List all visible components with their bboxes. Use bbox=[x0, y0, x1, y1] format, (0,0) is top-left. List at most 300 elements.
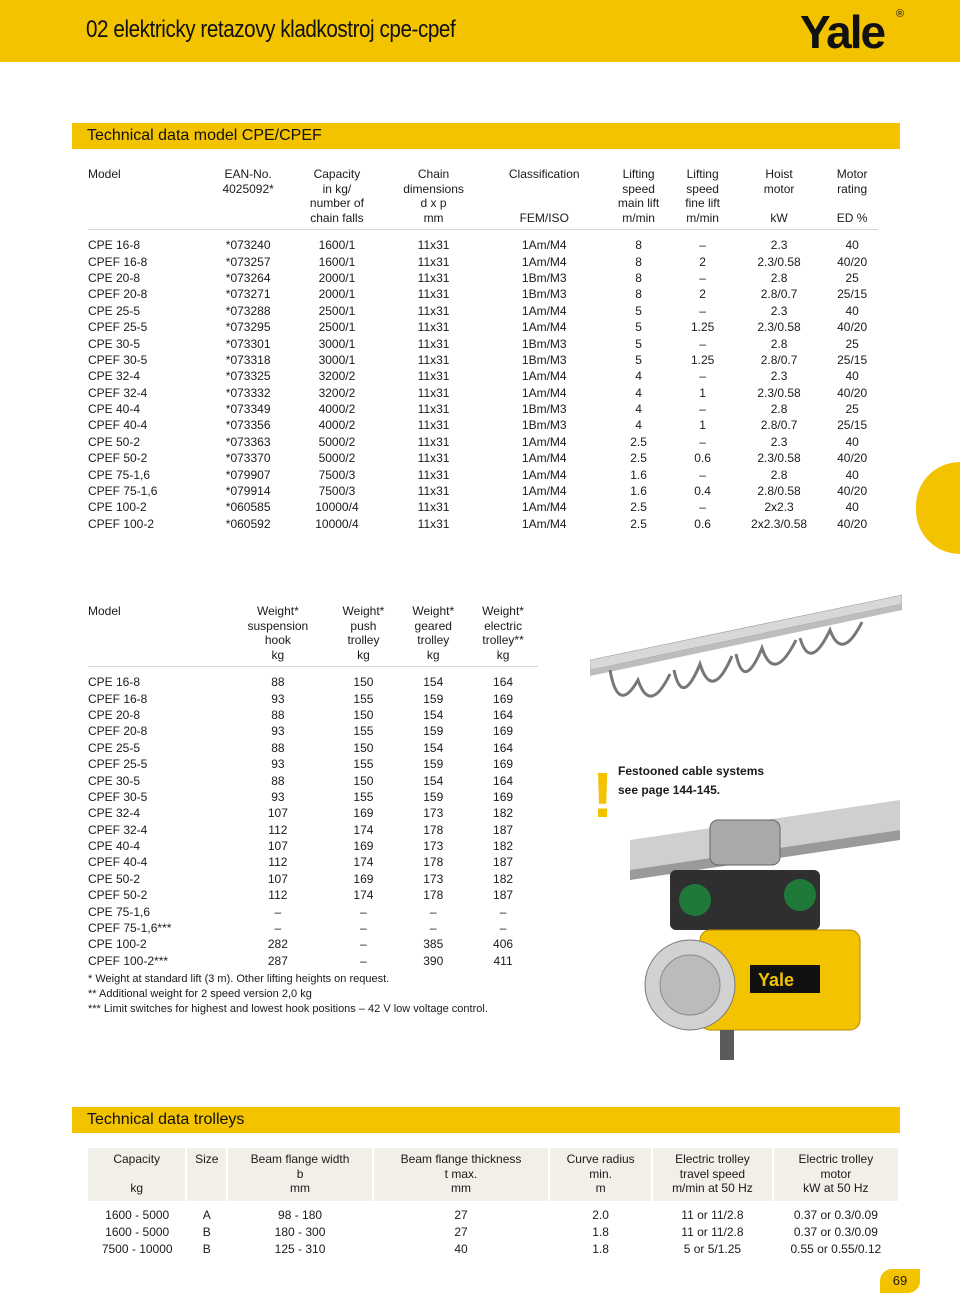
cpe-cell: 1Bm/M3 bbox=[521, 270, 567, 285]
cpe-header-line: 4025092* bbox=[222, 181, 274, 196]
cpe-cell: *073349 bbox=[225, 402, 271, 417]
cpe-cell: 4000/2 bbox=[318, 402, 356, 417]
cpe-cell: *060585 bbox=[225, 500, 271, 515]
weights-cell: 107 bbox=[267, 806, 288, 821]
cpe-cell: CPEF 30-5 bbox=[88, 352, 148, 367]
cpe-cell: 1Am/M4 bbox=[521, 320, 567, 335]
weights-header-line: geared bbox=[414, 618, 452, 633]
weights-header-line: kg bbox=[426, 647, 440, 662]
cpe-row bbox=[88, 483, 878, 499]
header-bar bbox=[0, 0, 960, 62]
trolleys-row bbox=[88, 1224, 899, 1241]
cpe-header-col-2 bbox=[291, 167, 382, 230]
weights-cell: CPE 75-1,6 bbox=[88, 904, 151, 919]
trolleys-cell: A bbox=[202, 1208, 211, 1222]
cpe-cell: – bbox=[699, 238, 706, 253]
cpe-cell: 11x31 bbox=[417, 287, 450, 302]
trolleys-cell: 5 or 5/1.25 bbox=[683, 1242, 742, 1256]
cpe-cell: *079914 bbox=[225, 484, 271, 499]
trolleys-header-line: Size bbox=[195, 1152, 219, 1166]
trolleys-cell: 7500 - 10000 bbox=[101, 1242, 173, 1256]
weights-cell: – bbox=[360, 953, 367, 968]
cpe-cell: CPE 16-8 bbox=[88, 238, 141, 253]
cpe-header-col-0 bbox=[88, 167, 205, 230]
weights-header-line: trolley** bbox=[482, 633, 524, 647]
cpe-header-line: main lift bbox=[617, 196, 660, 210]
cpe-cell: 11x31 bbox=[417, 270, 450, 285]
cpe-cell: 0.6 bbox=[694, 516, 711, 531]
trolleys-header-line: m bbox=[595, 1181, 606, 1195]
cpe-cell: 40 bbox=[845, 303, 859, 318]
cpe-cell: *073301 bbox=[225, 336, 271, 351]
weights-cell: 164 bbox=[493, 707, 514, 722]
weights-cell: 154 bbox=[423, 707, 444, 722]
weights-cell: 88 bbox=[271, 740, 285, 755]
weights-cell: 112 bbox=[268, 888, 288, 903]
footnote-2: ** Additional weight for 2 speed version 2,0 kg bbox=[88, 988, 312, 1000]
weights-cell: 182 bbox=[493, 839, 514, 854]
cpe-cell: 40/20 bbox=[837, 484, 868, 499]
weights-cell: 182 bbox=[493, 871, 514, 886]
cpe-cell: 25/15 bbox=[837, 418, 868, 433]
weights-cell: 287 bbox=[267, 953, 288, 968]
weights-cell: 282 bbox=[267, 937, 288, 952]
cpe-cell: 2.3/0.58 bbox=[757, 254, 801, 269]
cpe-cell: 1.25 bbox=[690, 320, 715, 335]
weights-cell: 150 bbox=[353, 773, 374, 788]
weights-row bbox=[88, 920, 538, 936]
trolleys-header-col-2 bbox=[227, 1148, 373, 1201]
cpe-row bbox=[88, 368, 878, 384]
weights-cell: CPE 30-5 bbox=[88, 773, 141, 788]
weights-cell: 187 bbox=[493, 888, 514, 903]
weights-cell: 406 bbox=[493, 937, 514, 952]
trolleys-cell: 1.8 bbox=[592, 1242, 609, 1256]
weights-header-line: push bbox=[350, 618, 377, 633]
cpe-header-col-6 bbox=[673, 167, 731, 230]
cpe-cell: 1Bm/M3 bbox=[521, 287, 567, 302]
cpe-cell: CPE 75-1,6 bbox=[88, 467, 151, 482]
trolleys-header-line: m/min at 50 Hz bbox=[672, 1181, 753, 1195]
weights-cell: CPEF 40-4 bbox=[88, 855, 148, 870]
weights-cell: 169 bbox=[493, 757, 514, 772]
cpe-cell: 2.8/0.7 bbox=[760, 418, 798, 433]
cpe-cell: 1Am/M4 bbox=[521, 516, 567, 531]
cpe-cell: 40/20 bbox=[837, 451, 868, 466]
weights-row bbox=[88, 772, 538, 788]
cpe-header-line: chain falls bbox=[310, 210, 364, 225]
weights-cell: 173 bbox=[423, 871, 444, 886]
cpe-cell: CPE 40-4 bbox=[88, 402, 141, 417]
section-bar-trolleys bbox=[72, 1107, 900, 1133]
cpe-header-line: mm bbox=[423, 210, 444, 225]
trolleys-header-line: Capacity bbox=[113, 1152, 161, 1166]
weights-cell: 182 bbox=[493, 806, 514, 821]
trolleys-header-line bbox=[90, 1167, 183, 1182]
weights-cell: 169 bbox=[493, 789, 514, 804]
cpe-cell: *073332 bbox=[225, 385, 271, 400]
weights-header-line: kg bbox=[357, 647, 370, 662]
weights-row bbox=[88, 789, 538, 805]
weights-cell: 169 bbox=[353, 871, 374, 886]
cpe-header-line: Lifting bbox=[686, 167, 719, 181]
weights-cell: 164 bbox=[493, 740, 514, 755]
cpe-cell: 2500/1 bbox=[318, 320, 356, 335]
weights-cell: 107 bbox=[267, 871, 288, 886]
weights-row bbox=[88, 756, 538, 772]
weights-cell: – bbox=[429, 904, 437, 919]
cpe-cell: 2.8 bbox=[770, 467, 788, 482]
trolleys-header-line: travel speed bbox=[679, 1166, 746, 1181]
cpe-cell: 3000/1 bbox=[318, 336, 356, 351]
section-bar-cpe bbox=[72, 123, 900, 149]
cpe-cell: 0.4 bbox=[694, 484, 711, 499]
weights-cell: 93 bbox=[271, 724, 285, 739]
cpe-cell: 2 bbox=[699, 287, 706, 302]
cpe-header-line: dimensions bbox=[403, 181, 464, 196]
cpe-header-line bbox=[826, 196, 878, 211]
weights-cell: 174 bbox=[353, 822, 374, 837]
cpe-cell: 40/20 bbox=[837, 254, 868, 269]
cpe-cell: 3200/2 bbox=[318, 369, 356, 384]
weights-cell: 164 bbox=[493, 773, 514, 788]
cpe-cell: 2.3 bbox=[770, 369, 788, 384]
cpe-row bbox=[88, 385, 878, 401]
cpe-cell: 11x31 bbox=[417, 434, 450, 449]
cpe-cell: 5 bbox=[635, 352, 642, 367]
side-tab-decoration bbox=[916, 462, 960, 554]
cpe-header-line: in kg/ bbox=[322, 181, 352, 196]
cpe-header-col-8 bbox=[826, 167, 878, 230]
weights-cell: 159 bbox=[423, 691, 444, 706]
weights-cell: CPE 25-5 bbox=[88, 740, 141, 755]
cpe-header-line: m/min bbox=[686, 210, 719, 225]
weights-row bbox=[88, 887, 538, 903]
cpe-cell: 2.5 bbox=[630, 500, 647, 515]
cpe-cell: 1Bm/M3 bbox=[521, 352, 567, 367]
cpe-cell: CPE 100-2 bbox=[88, 500, 147, 515]
cpe-cell: 3000/1 bbox=[318, 352, 356, 367]
cpe-cell: 8 bbox=[635, 238, 642, 253]
cpe-row bbox=[88, 450, 878, 466]
cpe-cell: 11x31 bbox=[417, 451, 450, 466]
cpe-header-line: Hoist bbox=[765, 167, 793, 181]
cpe-cell: 4000/2 bbox=[318, 418, 356, 433]
cpe-row bbox=[88, 499, 878, 515]
trolleys-header-line: mm bbox=[451, 1181, 472, 1195]
cpe-row bbox=[88, 417, 878, 433]
cpe-cell: 2000/1 bbox=[318, 270, 356, 285]
weights-cell: 88 bbox=[271, 675, 285, 690]
weights-table bbox=[88, 604, 538, 969]
trolleys-header-line: t max. bbox=[444, 1166, 478, 1181]
cpe-cell: 1Am/M4 bbox=[521, 303, 567, 318]
weights-cell: 155 bbox=[353, 691, 374, 706]
weights-cell: CPEF 75-1,6*** bbox=[88, 921, 172, 936]
cpe-cell: 2.8/0.7 bbox=[760, 287, 798, 302]
cpe-cell: 8 bbox=[635, 270, 642, 285]
weights-header-col-0 bbox=[88, 604, 227, 667]
section-title-trolleys: Technical data trolleys bbox=[87, 1111, 245, 1128]
weights-cell: 155 bbox=[353, 789, 374, 804]
cpe-row bbox=[88, 516, 878, 532]
trolleys-header-col-6 bbox=[773, 1148, 899, 1201]
cpe-cell: 40 bbox=[845, 500, 859, 515]
cpe-cell: 2.5 bbox=[630, 434, 647, 449]
cpe-cell: 0.6 bbox=[694, 451, 711, 466]
cpe-row bbox=[88, 270, 878, 286]
weights-row bbox=[88, 740, 538, 756]
cpe-cell: 1Bm/M3 bbox=[521, 418, 567, 433]
cpe-cell: 1Am/M4 bbox=[521, 254, 567, 269]
weights-header-col-1 bbox=[227, 604, 328, 667]
cpe-cell: 2000/1 bbox=[318, 287, 356, 302]
cpe-cell: CPE 30-5 bbox=[88, 336, 141, 351]
cpe-cell: *073325 bbox=[225, 369, 271, 384]
cpe-cell: – bbox=[699, 434, 706, 449]
cpe-cell: 25 bbox=[845, 402, 859, 417]
weights-cell: 112 bbox=[268, 822, 288, 837]
weights-cell: 159 bbox=[423, 789, 444, 804]
cpe-header-col-1 bbox=[205, 167, 292, 230]
cpe-cell: – bbox=[699, 467, 706, 482]
cpe-cell: CPE 32-4 bbox=[88, 369, 141, 384]
cpe-cell: 2.5 bbox=[630, 516, 647, 531]
cpe-cell: 10000/4 bbox=[315, 500, 359, 515]
weights-cell: – bbox=[274, 921, 282, 936]
logo-text: Yale bbox=[800, 6, 885, 58]
trolleys-cell: 27 bbox=[454, 1225, 468, 1239]
weights-cell: – bbox=[274, 904, 282, 919]
weights-row bbox=[88, 838, 538, 854]
weights-cell: 93 bbox=[271, 691, 285, 706]
weights-cell: 178 bbox=[423, 855, 444, 870]
cpe-header-line: number of bbox=[309, 196, 364, 210]
cpe-cell: 1Am/M4 bbox=[521, 369, 567, 384]
trolleys-header-line: mm bbox=[290, 1181, 311, 1195]
weights-cell: 150 bbox=[353, 707, 374, 722]
weights-cell: 155 bbox=[353, 724, 374, 739]
cpe-cell: *073257 bbox=[225, 254, 271, 269]
trolleys-header-line: Curve radius bbox=[566, 1152, 635, 1166]
weights-cell: CPEF 30-5 bbox=[88, 789, 148, 804]
cpe-cell: 1.6 bbox=[630, 484, 647, 499]
weights-header-line: Weight* bbox=[256, 604, 299, 618]
cpe-cell: 2.3/0.58 bbox=[757, 385, 801, 400]
cpe-cell: 8 bbox=[635, 287, 642, 302]
cpe-cell: 11x31 bbox=[417, 385, 450, 400]
cpe-cell: *060592 bbox=[225, 516, 271, 531]
cpe-cell: CPEF 75-1,6 bbox=[88, 484, 158, 499]
cpe-header-line bbox=[205, 211, 292, 226]
cpe-cell: 5 bbox=[635, 336, 642, 351]
cpe-cell: 1.25 bbox=[690, 352, 715, 367]
cpe-header-line: d x p bbox=[420, 196, 447, 210]
weights-row bbox=[88, 723, 538, 739]
cpe-cell: 7500/3 bbox=[318, 484, 356, 499]
cpe-cell: CPEF 25-5 bbox=[88, 320, 148, 335]
weights-cell: CPEF 100-2*** bbox=[88, 953, 169, 968]
weights-cell: 150 bbox=[353, 675, 374, 690]
cpe-header-line: m/min bbox=[622, 210, 655, 225]
cpe-cell: *073264 bbox=[225, 270, 271, 285]
cpe-cell: 2.3 bbox=[770, 434, 788, 449]
cpe-technical-table bbox=[88, 167, 878, 532]
cpe-cell: 40/20 bbox=[837, 320, 868, 335]
trolleys-cell: 2.0 bbox=[592, 1208, 609, 1222]
trolleys-header-line: motor bbox=[820, 1166, 852, 1181]
cpe-cell: 11x31 bbox=[417, 418, 450, 433]
cpe-cell: 2.8 bbox=[770, 402, 788, 417]
weights-header-line: suspension bbox=[247, 618, 309, 633]
cpe-header-line: ED % bbox=[836, 210, 868, 225]
weights-row bbox=[88, 871, 538, 887]
weights-cell: 169 bbox=[493, 724, 514, 739]
cpe-row bbox=[88, 319, 878, 335]
cpe-cell: 1600/1 bbox=[318, 238, 356, 253]
cpe-cell: 1600/1 bbox=[318, 254, 356, 269]
cpe-cell: 1 bbox=[699, 385, 706, 400]
cpe-cell: 2.3/0.58 bbox=[757, 320, 801, 335]
weights-cell: 93 bbox=[271, 789, 285, 804]
cpe-header-line bbox=[205, 196, 292, 211]
yale-logo bbox=[800, 4, 910, 60]
weights-row bbox=[88, 690, 538, 706]
cpe-cell: *073271 bbox=[225, 287, 271, 302]
svg-text:Yale: Yale bbox=[758, 970, 795, 990]
cpe-row bbox=[88, 335, 878, 351]
weights-row bbox=[88, 822, 538, 838]
weights-cell: 112 bbox=[268, 855, 288, 870]
weights-cell: 159 bbox=[423, 757, 444, 772]
weights-cell: 411 bbox=[493, 953, 513, 968]
weights-cell: 173 bbox=[423, 839, 444, 854]
trolleys-cell: 180 - 300 bbox=[274, 1225, 326, 1239]
cpe-cell: 2.3 bbox=[770, 238, 788, 253]
cpe-cell: 25/15 bbox=[837, 287, 868, 302]
cpe-header-line: speed bbox=[686, 181, 719, 196]
trolleys-header-line bbox=[189, 1167, 224, 1182]
footnote-1: * Weight at standard lift (3 m). Other lifting heights on request. bbox=[88, 973, 390, 985]
trolleys-cell: 1600 - 5000 bbox=[105, 1225, 170, 1239]
weights-cell: 159 bbox=[423, 724, 444, 739]
weights-cell: 154 bbox=[423, 740, 444, 755]
weights-header-line: kg bbox=[496, 647, 510, 662]
weights-cell: – bbox=[499, 921, 507, 936]
cpe-cell: 1Am/M4 bbox=[521, 451, 567, 466]
weights-cell: CPE 20-8 bbox=[88, 707, 141, 722]
footnotes bbox=[88, 972, 488, 1017]
cpe-cell: 40/20 bbox=[837, 516, 868, 531]
trolleys-cell: 27 bbox=[454, 1208, 468, 1222]
registered-mark: ® bbox=[896, 8, 905, 20]
trolleys-cell: 11 or 11/2.8 bbox=[681, 1225, 744, 1239]
weights-cell: – bbox=[429, 921, 437, 936]
cpe-cell: – bbox=[699, 369, 706, 384]
trolleys-header-line: Beam flange width bbox=[250, 1152, 350, 1166]
cpe-cell: 11x31 bbox=[417, 352, 450, 367]
trolleys-cell: 1.8 bbox=[592, 1225, 609, 1239]
cpe-row bbox=[88, 303, 878, 319]
weights-cell: 385 bbox=[423, 937, 444, 952]
weights-cell: 174 bbox=[353, 855, 374, 870]
cpe-cell: 11x31 bbox=[417, 336, 450, 351]
cpe-cell: CPEF 16-8 bbox=[88, 254, 148, 269]
weights-cell: 154 bbox=[423, 675, 444, 690]
cpe-cell: 2.3 bbox=[770, 303, 788, 318]
cpe-cell: 11x31 bbox=[417, 516, 450, 531]
weights-cell: CPE 32-4 bbox=[88, 806, 141, 821]
cpe-header-line: kW bbox=[770, 210, 788, 225]
cpe-cell: – bbox=[699, 402, 706, 417]
trolleys-header-line: kW at 50 Hz bbox=[803, 1181, 869, 1195]
cpe-cell: *073288 bbox=[225, 303, 271, 318]
cpe-cell: 10000/4 bbox=[315, 516, 359, 531]
cpe-cell: 1.6 bbox=[630, 467, 647, 482]
weights-header-line: Weight* bbox=[342, 604, 385, 618]
weights-cell: 169 bbox=[353, 839, 374, 854]
cpe-cell: CPE 25-5 bbox=[88, 303, 141, 318]
cpe-cell: 40 bbox=[845, 238, 859, 253]
weights-cell: 173 bbox=[423, 806, 444, 821]
trolleys-header-line: Electric trolley bbox=[798, 1152, 874, 1166]
cpe-header-line: Motor bbox=[836, 167, 868, 181]
weights-row bbox=[88, 903, 538, 919]
cpe-header-line bbox=[485, 182, 604, 197]
weights-header-line: Weight* bbox=[482, 604, 524, 618]
cpe-cell: CPEF 50-2 bbox=[88, 451, 148, 466]
cpe-cell: *079907 bbox=[225, 467, 271, 482]
cpe-header-col-4 bbox=[485, 167, 604, 230]
cpe-cell: 11x31 bbox=[417, 303, 450, 318]
cpe-cell: 2 bbox=[699, 254, 706, 269]
footnote-3: *** Limit switches for highest and lowest hook positions – 42 V low voltage control. bbox=[88, 1003, 488, 1015]
weights-cell: 107 bbox=[267, 839, 288, 854]
cpe-cell: 4 bbox=[635, 402, 642, 417]
cpe-cell: 5000/2 bbox=[318, 434, 356, 449]
cpe-cell: 40 bbox=[845, 369, 859, 384]
trolleys-cell: 98 - 180 bbox=[278, 1208, 323, 1222]
trolleys-row bbox=[88, 1201, 899, 1224]
weights-row bbox=[88, 667, 538, 691]
trolleys-header-col-4 bbox=[549, 1148, 652, 1201]
electric-trolley-hoist-illustration bbox=[600, 800, 900, 1060]
cpe-cell: 11x31 bbox=[417, 254, 450, 269]
trolleys-header-col-0 bbox=[88, 1148, 186, 1201]
cpe-cell: *073295 bbox=[225, 320, 271, 335]
cpe-row bbox=[88, 434, 878, 450]
cpe-cell: 1Bm/M3 bbox=[521, 336, 567, 351]
weights-cell: 178 bbox=[423, 888, 444, 903]
cpe-cell: *073240 bbox=[225, 238, 271, 253]
cpe-cell: CPEF 20-8 bbox=[88, 287, 148, 302]
weights-header-line: trolley bbox=[347, 633, 380, 647]
cpe-cell: 40 bbox=[845, 467, 859, 482]
weights-cell: 169 bbox=[353, 806, 374, 821]
weights-cell: 154 bbox=[423, 773, 444, 788]
weights-cell: CPEF 32-4 bbox=[88, 822, 148, 837]
cpe-cell: 1Am/M4 bbox=[521, 434, 567, 449]
cpe-cell: 8 bbox=[635, 254, 642, 269]
cpe-row bbox=[88, 286, 878, 302]
weights-header-col-3 bbox=[398, 604, 468, 667]
cpe-cell: *073370 bbox=[225, 451, 271, 466]
cpe-cell: 4 bbox=[635, 385, 642, 400]
cpe-cell: CPE 20-8 bbox=[88, 270, 141, 285]
trolleys-cell: B bbox=[202, 1242, 211, 1256]
cpe-row bbox=[88, 401, 878, 417]
cpe-cell: – bbox=[699, 500, 706, 515]
